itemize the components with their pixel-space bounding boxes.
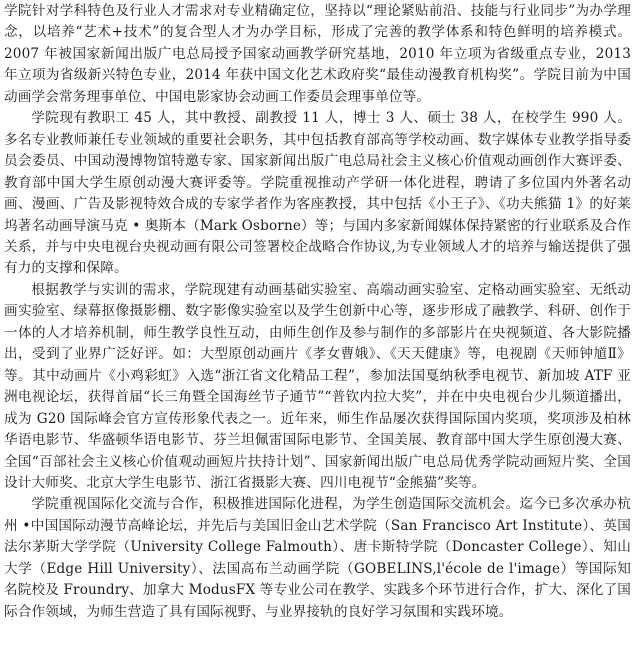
paragraph-labs-and-works: 根据教学与实训的需求，学院现建有动画基础实验室、高端动画实验室、定格动画实验室、无纸动画实验室、绿幕抠像摄影棚、数字影像实验室以及学生创新中心等，逐步形成了融教学、科研、创作于一体的人才培养机制，师生教学良性互动，由师生创作及参与制作的多部影片在央视频道、各大影院播出，受到了业界广泛好评。如：大型原创动画片《孝女曹娥》、《天天健康》等，电视剧《天师钟馗Ⅱ》等。其中动画片《小鸡彩虹》入选“浙江省文化精品工程”，参加法国戛纳秋季电视节、新加坡 ATF 亚洲电视论坛，获得首届“长三角暨全国海丝节子通节”“普钦内拉大奖”，并在中央电视台少儿频道播出，成为 G20 国际峰会官方宣传形象代表之一。近年来，师生作品屡次获得国际国内奖项，奖项涉及柏林华语电影节、华盛顿华语电影节、芬兰坦佩雷国际电影节、全国美展、教育部中国大学生原创漫大赛、全国“百部社会主义核心价值观动画短片扶持计划”、国家新闻出版广电总局优秀学院动画短片奖、全国设计大师奖、北京大学生电影节、浙江省摄影大赛、四川电视节“金熊猫”奖等。 (4, 281, 631, 491)
paragraph-international-cooperation: 学院重视国际化交流与合作，积极推进国际化进程，为学生创造国际交流机会。迄今已多次承办杭州 •中国国际动漫节高峰论坛，并先后与美国旧金山艺术学院（San Francisco Art Institute）、英国法尔茅斯大学学院（University College Falmouth）、唐卡斯特学院（Doncaster College）、知山大学（Edge Hill University）、法国高布兰动画学院（GOBELINS,l'école de l'image）等国际知名院校及 Froundry、加拿大 ModusFX 等专业公司在教学、实践多个环节进行合作，扩大、深化了国际合作领域，为师生营造了具有国际视野、与业界接轨的良好学习氛围和实践环境。 (4, 496, 631, 620)
paragraph-teaching-philosophy: 学院针对学科特色及行业人才需求对专业精确定位，坚持以“理论紧贴前沿、技能与行业同步”为办学理念，以培养“艺术+技术”的复合型人才为办学目标，形成了完善的教学体系和特色鲜明的培养模式。2007 年被国家新闻出版广电总局授予国家动画教学研究基地，2010 年立项为省级重点专业，2013 年立项为省级新兴特色专业，2014 年获中国文化艺术政府奖“最佳动漫教育机构奖”。学院目前为中国动画学会常务理事单位、中国电影家协会动画工作委员会理事单位等。 (4, 3, 631, 105)
paragraph-faculty: 学院现有教职工 45 人，其中教授、副教授 11 人，博士 3 人、硕士 38 人，在校学生 990 人。多名专业教师兼任专业领域的重要社会职务，其中包括教育部高等学校动画、数字媒体专业教学指导委员会委员、中国动漫博物馆特邀专家、国家新闻出版广电总局社会主义核心价值观动画创作大赛评委、教育部中国大学生原创动漫大赛评委等。学院重视推动产学研一体化进程，聘请了多位国内外著名动画、漫画、广告及影视特效合成的专家学者作为客座教授，其中包括《小王子》、《功夫熊猫 1》的好莱坞著名动画导演马克 • 奥斯本（Mark Osborne）等；与国内多家新闻媒体保持紧密的行业联系及合作关系，并与中央电视台央视动画有限公司签署校企战略合作协议,为专业领域人才的培养与输送提供了强有力的支撑和保障。 (4, 110, 631, 277)
